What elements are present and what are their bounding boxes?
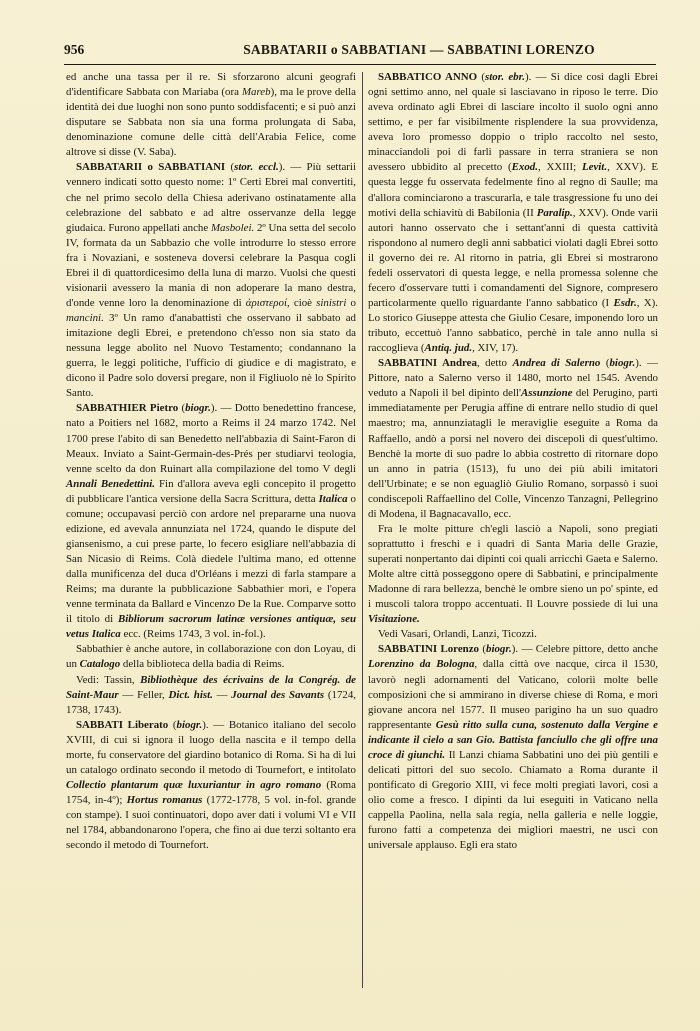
text-run: 3º Un ramo d'anabattisti che osservano il sabbato ad imitazione degli Ebrei, e pretendono ch'esso non sia stato da nessuna legge abolito nel Nuovo Testamento; condannano la guerra, le leggi politiche, l'ufficio di giudice e di magistrato, e dicono il Padre solo doversi pregare, non il Figliuolo nè lo Spirito Santo. <box>66 312 356 400</box>
italic-run: mancini. <box>66 312 104 324</box>
text-columns <box>66 70 658 990</box>
text-run: ( <box>479 643 486 656</box>
text-run: , dalla città ove nacque, circa il 1530, lavorò negli adornamenti del Vaticano, coloriì molte belle composizioni che si ammirano in diverse chiese di Roma, e morì giovane ancora nel 1577. Il museo parigino ha un suo quadro rappresentante <box>368 658 658 731</box>
paragraph <box>66 718 356 854</box>
entry-headword: SABBATHIER Pietro <box>76 402 179 415</box>
text-run: o <box>346 296 356 309</box>
text-run: , detto <box>476 357 513 370</box>
italic-bold-run: Paralip. <box>536 206 573 219</box>
text-run: ( <box>477 71 485 83</box>
italic-bold-run: stor. eccl. <box>234 161 279 174</box>
text-run: Il Lanzi chiama Sabbatini uno dei più gentili e delicati pittori del suo secolo. Chiamato a Roma durante il pontificato di Gregorio XIII, vi fece molti pregiati lavori, così a olio come a fresco. I dipinti da lui eseguiti in Vaticano nella cappella Paolina, nella sala regia, nella galleria e nelle loggie, furono fatti a competenza dei migliori maestri, ne uscì con universale applauso. Egli era stato <box>368 748 659 852</box>
text-run: — Feller, <box>118 688 169 701</box>
text-run: della biblioteca della badia di Reims. <box>120 658 285 671</box>
italic-bold-run: Bibliorum sacrorum latinæ versiones antiquæ, seu vetus Italica <box>66 613 357 641</box>
text-run: , cioè <box>287 296 317 309</box>
text-run: (Roma 1754, in-4º); <box>66 778 356 806</box>
entry-headword: SABBATINI Lorenzo <box>378 643 479 656</box>
text-run: ( <box>600 357 610 370</box>
text-run: , XXV). E questa legge fu osservata fedelmente fino al regno di Saulle; ma d'allora cominciarono a trascurarla, e tale trasgressione fu uno dei motivi della schiavitù di Babilonia (II <box>368 161 659 219</box>
running-title: SABBATARII o SABBATIANI — SABBATINI LORENZO <box>243 42 595 57</box>
text-run: ( <box>178 402 186 415</box>
text-run: ). — Celebre pittore, detto anche <box>511 643 658 656</box>
italic-bold-run: Antiq. jud. <box>424 342 473 355</box>
text-run: ). — Più settarii vennero indicati sotto questo nome: 1º Certi Ebrei mal convertiti, che nel primo secolo della Chiesa aderivano ostinatamente alla celebrazione del sabbato e ad altre osservanze della legge giudaica. Furono appellati anche <box>66 161 356 234</box>
entry-headword: SABBATI Liberato <box>76 718 169 731</box>
text-run: Sabbathier è anche autore, in collaborazione con don Loyau, di un <box>66 643 356 671</box>
italic-bold-run: biogr. <box>609 357 636 370</box>
italic-bold-run: Lorenzino da Bologna <box>368 658 475 671</box>
text-run: ( <box>168 718 177 731</box>
italic-bold-run: Italica <box>318 492 348 505</box>
paragraph <box>66 642 356 672</box>
text-run: ). — Botanico italiano del secolo XVIII, di cui si ignora il luogo della nascita e il tempo della morte, fu conservatore del giardino botanico di Roma. Si ha di lui un catalogo ordinato secondo il metodo di Tournefort, e intitolato <box>66 718 356 776</box>
text-run: ), ma le prove della identità dei due luoghi non sono punto soddisfacenti; e si può anzi disputare se Sabbata non sia una forma prolungata di Saba, denominazione comune delle città dell'Arabia Felice, come altrove si disse (V. Saba). <box>66 86 356 159</box>
italic-bold-run: Levit. <box>581 161 608 174</box>
text-run: ecc. (Reims 1743, 3 vol. in-fol.). <box>120 628 266 641</box>
text-run: del Perugino, partì immediatamente per Perugia affine di entrare nello studio di quel maestro; ma, annunziatagli le meraviglie eseguite a Roma da Raffaello, andò a porsi nel novero dei discepoli di quest'ultimo. Benchè la morte di suo padre lo abbia costretto di ritornare dopo un anno in patria (1513), fu uno dei più abili imitatori dell'Urbinate; e se non eguagliò Giulio Romano, sorpassò i suoi condiscepoli Raffaellino del Colle, Vincenzo Tanzagni, Pellegrino di Modena, il Bagnacavallo, ecc. <box>368 387 658 520</box>
entry-headword: SABBATARII o SABBATIANI <box>76 161 226 174</box>
paragraph <box>66 160 356 401</box>
italic-bold-run: stor. ebr. <box>485 71 525 83</box>
italic-bold-run: Esdr. <box>613 296 637 309</box>
italic-run: Mareb <box>241 86 271 99</box>
entry-headword: SABBATINI Andrea <box>378 357 477 370</box>
text-run: Vedi: Tassin, <box>76 673 141 686</box>
page-number: 956 <box>64 42 85 57</box>
italic-bold-run: biogr. <box>486 643 512 656</box>
text-run: — <box>212 688 232 701</box>
paragraph <box>368 627 658 642</box>
italic-run: sinistri <box>316 296 347 309</box>
text-run: , XXIII; <box>537 161 582 174</box>
paragraph <box>66 70 356 160</box>
italic-bold-run: Andrea di Salerno <box>512 357 601 370</box>
text-run: ). — Dotto benedettino francese, nato a Poitiers nel 1682, morto a Reims il 24 marzo 1742. Nel 1700 prese l'abito di san Benedetto nell'abbazia di Saint-Faron di Meaux. Inviato a Saint-Germain-des-Prés per studiarvi teologia, venne scelto da don Ruinart alla compilazione del tomo V degli <box>66 402 356 475</box>
italic-bold-run: Collectio plantarum quæ luxuriantur in agro romano <box>66 778 322 791</box>
italic-bold-run: Assunzione <box>521 387 573 400</box>
italic-bold-run: Gesù ritto sulla cuna, sostenuto dalla Vergine e indicante il cielo a san Gio. Battista fanciullo che gli offre una croce di giunchi. <box>368 718 658 761</box>
italic-bold-run: Annali Benedettini. <box>66 477 156 490</box>
paragraph <box>368 70 658 356</box>
right-column <box>368 70 658 853</box>
italic-run: Masbolei. <box>210 221 255 234</box>
text-run: ). — Si dice così dagli Ebrei ogni settimo anno, nel quale si lasciavano in riposo le terre. Dio aveva ordinato agli Ebrei di lasciare incolto il suolo ogni anno settimo, e per far visibilmente risplendere la sua provvidenza, aveva loro promesso doppio o triplo raccolto nel sesto, minacciandoli poi di farli passare in terra straniera se non avessero ubbidito al precetto ( <box>368 71 658 174</box>
text-run: , XIV, 17). <box>472 342 519 355</box>
text-run: ed anche una tassa per il re. Si sforzarono alcuni geografi d'identificare Sabbata con Mariaba (ora <box>66 71 356 99</box>
text-run: , XXV). Onde varii autori hanno osservato che i settant'anni di questa cattività rispondono al numero degli anni sabbatici violati dagli Ebrei sotto il governo dei re. Al ritorno in patria, gli Ebrei si mostrarono fedeli osservatori di questa legge, e nella promessa solenne che fecero d'osservare tutti i comandamenti del Signore, compresero particolarmente quello riguardante l'anno sabbatico (I <box>368 206 658 309</box>
paragraph <box>368 356 658 522</box>
text-run: (1724, 1738, 1743). <box>66 688 357 716</box>
paragraph <box>66 401 356 642</box>
text-run: Fin d'allora aveva egli concepito il progetto di pubblicare l'antica versione della Sacra Scrittura, detta <box>66 477 357 505</box>
italic-bold-run: Exod. <box>511 161 538 174</box>
italic-bold-run: Catalogo <box>79 658 121 671</box>
italic-bold-run: Bibliothèque des écrivains de la Congrég. de Saint-Maur <box>66 673 356 701</box>
italic-run: ἀριστεροί <box>245 296 288 309</box>
running-header <box>64 42 654 62</box>
italic-bold-run: Dict. hist. <box>168 688 213 701</box>
italic-bold-run: Hortus romanus <box>126 794 203 806</box>
paragraph <box>368 642 658 853</box>
text-run: ( <box>225 161 235 174</box>
paragraph <box>368 522 658 627</box>
text-run: o comune; occupavasi perciò con ardore nel prepararne una nuova edizione, ed avevala annunziata nel 1724, quando le dispute del giansenismo, a cui prese parte, lo fecero esigliare nell'abbazia di San Nicasio di Reims. Colà diedele l'ultima mano, ed ottenne dalla munificenza del duca d'Orléans i mezzi di farla stampare a Reims; ma durante la pubblicazione Sabbathier morì, e l'opera venne terminata da Ballard e Vincenzo De la Rue. Comparve sotto il titolo di <box>66 492 356 626</box>
entry-headword: SABBATICO ANNO <box>378 71 478 83</box>
text-run: , X). Lo storico Giuseppe attesta che Giulio Cesare, imponendo loro un tributo, eccettuò l'anno sabbatico, perchè in tale anno nulla si raccoglieva ( <box>368 296 658 355</box>
paragraph <box>66 673 356 718</box>
text-run: Fra le molte pitture ch'egli lasciò a Napoli, sono pregiati soprattutto i freschi e i quadri di Santa Maria delle Grazie, superati nonpertanto dai dipinti coi quali arricchì Gaeta e Salerno. Molte altre città posseggono opere di Sabbatini, e principalmente Madonne di rara bellezza, benchè le ombre sieno un po' spinte, ed i muscoli talora troppo accentuati. Il Louvre possiede di lui una <box>368 522 658 611</box>
text-run: 2º Una setta del secolo IV, formata da un Sabbazio che volle introdurre lo stesso errore fra i Novaziani, e sosteneva doversi celebrare la Pasqua cogli Ebrei il dì quattordicesimo della luna di marzo. Vuolsi che questi visionarii avessero la mania di non adoperare la mano destra, d'onde venne loro la denominazione di <box>66 221 356 309</box>
text-run: Vedi Vasari, Orlandi, Lanzi, Ticozzi. <box>378 628 537 641</box>
italic-bold-run: biogr. <box>176 718 203 731</box>
left-column <box>66 70 356 853</box>
header-rule <box>64 64 656 65</box>
text-run: ). — Pittore, nato a Salerno verso il 1480, morto nel 1545. Avendo veduto a Napoli il bel dipinto dell' <box>368 357 658 400</box>
italic-bold-run: Visitazione. <box>368 613 420 626</box>
text-run: (1772-1778, 5 vol. in-fol. grande con stampe). I suoi continuatori, dopo aver dati i volumi VI e VII nel 1784, abbandonarono l'opera, che fino ai due terzi soltanto era secondo il metodo di Tournefort. <box>66 794 356 852</box>
italic-bold-run: biogr. <box>185 402 211 415</box>
italic-bold-run: Journal des Savants <box>231 688 325 701</box>
